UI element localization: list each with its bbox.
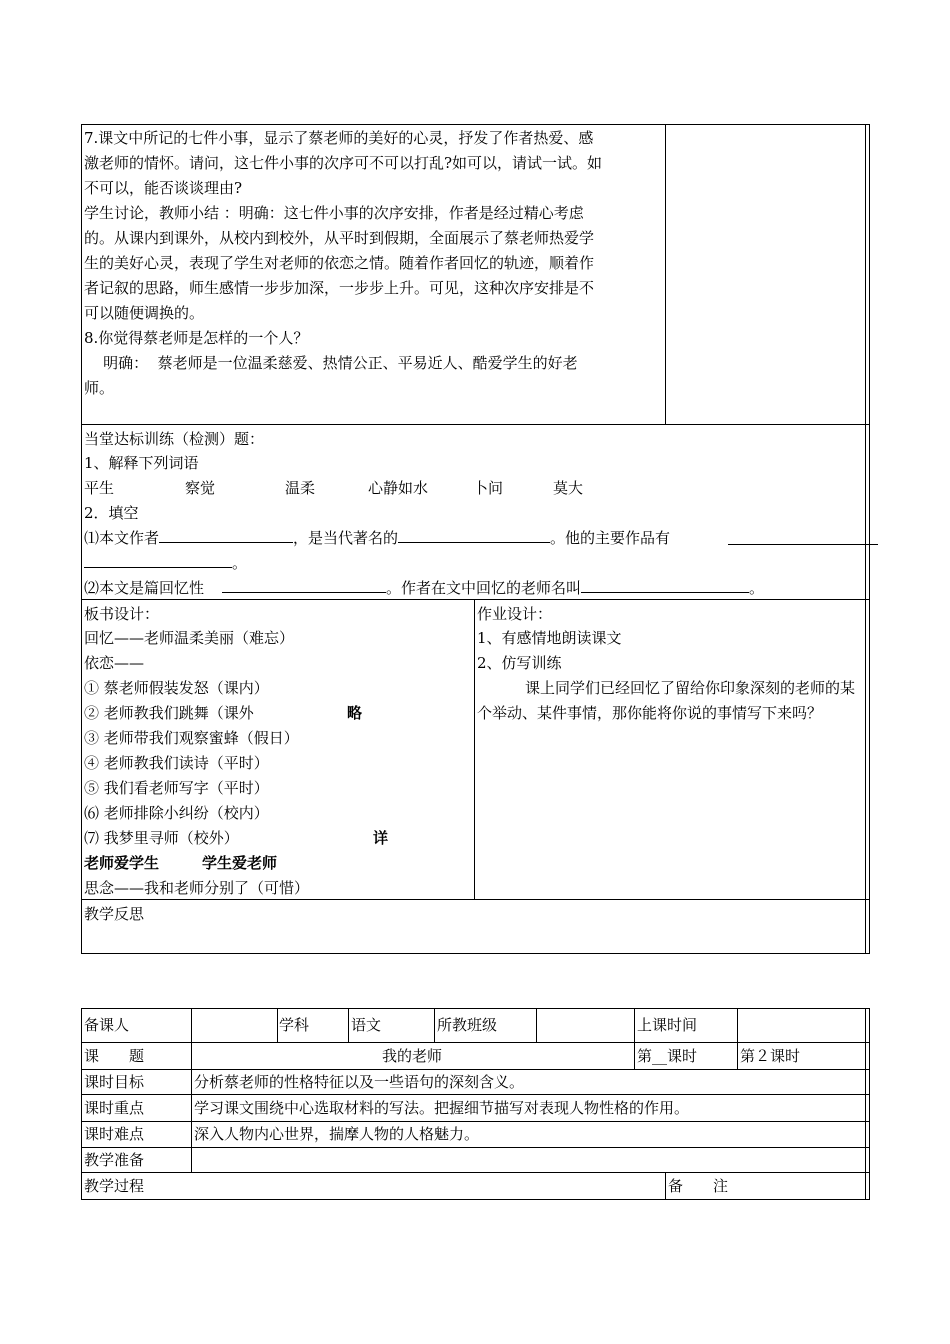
board-item: ⑺ 我梦里寻师（校外）: [84, 829, 239, 847]
label-banji: 所教班级: [437, 1016, 498, 1034]
fill2-mid: 。作者在文中回忆的老师名叫: [386, 579, 582, 597]
lesson-title: 我的老师: [382, 1047, 443, 1065]
training-item1: 1、解释下列词语: [84, 454, 199, 472]
lesson-col-line: [434, 1008, 435, 1042]
lesson-row-line: [81, 1042, 870, 1043]
lesson-col-line: [665, 1172, 666, 1200]
q7-line: 的。从课内到课外，从校内到校外，从平时到假期，全面展示了蔡老师热爱学: [84, 229, 595, 247]
fill-blank-genre[interactable]: [222, 576, 386, 593]
board-bold-left: 老师爱学生: [84, 854, 160, 872]
q8-line: 师。: [84, 379, 115, 397]
label-zhunbei: 教学准备: [84, 1151, 145, 1169]
board-line-last: 思念——我和老师分别了（可惜）: [84, 879, 310, 897]
lesson-row-line: [81, 1172, 870, 1173]
label-mubiao: 课时目标: [84, 1073, 145, 1091]
board-title: 板书设计：: [84, 605, 160, 623]
fill1-label: ⑴本文作者: [84, 529, 160, 547]
lesson-col-line: [348, 1008, 349, 1042]
vocab-word: 莫大: [553, 479, 584, 497]
value-nandian: 深入人物内心世界，揣摩人物的人格魅力。: [194, 1125, 480, 1143]
board-line: 依恋——: [84, 654, 145, 672]
training-item2: 2．填空: [84, 504, 139, 522]
label-beizhu: 备 注: [668, 1177, 729, 1195]
board-item: ② 老师教我们跳舞（课外: [84, 704, 254, 722]
fill-blank-works-cont[interactable]: [84, 551, 232, 568]
vocab-word: 平生: [84, 479, 115, 497]
lesson-row-line: [81, 1147, 870, 1148]
fill-blank-teacher-name[interactable]: [581, 576, 749, 593]
reflection-title: 教学反思: [84, 905, 145, 923]
homework-item: 2、仿写训练: [477, 654, 562, 672]
lesson-period: 第__课时: [637, 1047, 698, 1065]
label-shangke: 上课时间: [637, 1016, 698, 1034]
board-lue-mark: 略: [347, 704, 363, 722]
fill1-period: 。: [232, 554, 248, 572]
q7-line: 者记叙的思路，师生感情一步步加深，一步步上升。可见，这种次序安排是不: [84, 279, 595, 297]
vocab-word: 温柔: [285, 479, 316, 497]
fill1-end: 。他的主要作品有: [550, 529, 671, 547]
fill-line-2: [84, 576, 764, 600]
lesson-row-line: [81, 1094, 870, 1095]
board-line: 回忆——老师温柔美丽（难忘）: [84, 629, 295, 647]
column-separator-q7: [665, 124, 666, 424]
board-item: ① 蔡老师假装发怒（课内）: [84, 679, 269, 697]
board-item: ④ 老师教我们读诗（平时）: [84, 754, 269, 772]
training-title: 当堂达标训练（检测）题：: [84, 430, 265, 448]
lesson-col-line: [634, 1008, 635, 1069]
fill-blank-author[interactable]: [159, 526, 293, 543]
board-item: ⑹ 老师排除小纠纷（校内）: [84, 804, 269, 822]
q7-line: 可以随便调换的。: [84, 304, 205, 322]
q7-line: 激老师的情怀。请问，这七件小事的次序可不可以打乱?如可以，请试一试。如: [84, 154, 603, 172]
q7-line: 不可以，能否谈谈理由?: [84, 179, 243, 197]
fill1-mid: ，是当代著名的: [293, 529, 399, 547]
label-xueke: 学科: [279, 1016, 310, 1034]
vocab-word: 察觉: [185, 479, 216, 497]
fill-line-1: [84, 526, 670, 550]
fill2-period: 。: [749, 579, 765, 597]
homework-paragraph: 课上同学们已经回忆了留给你印象深刻的老师的某个举动、某件事情，那你能将你说的事情写下来吗？: [477, 679, 856, 722]
homework-item: 1、有感情地朗读课文: [477, 629, 622, 647]
column-separator-board: [474, 599, 475, 899]
board-item: ⑤ 我们看老师写字（平时）: [84, 779, 269, 797]
q7-line: 学生讨论，教师小结 ：明确：这七件小事的次序安排，作者是经过精心考虑: [84, 204, 584, 222]
q8-line: 明确： 蔡老师是一位温柔慈爱、热情公正、平易近人、酷爱学生的好老: [84, 354, 578, 372]
fill2-label: ⑵本文是篇回忆性: [84, 579, 205, 597]
lesson-col-line: [277, 1008, 278, 1042]
board-item: ③ 老师带我们观察蜜蜂（假日）: [84, 729, 299, 747]
fill-line-1b: [84, 551, 247, 575]
lesson-period-2: 第２课时: [740, 1047, 801, 1065]
label-zhongdian: 课时重点: [84, 1099, 145, 1117]
vocab-word: 心静如水: [368, 479, 429, 497]
lesson-col-line: [737, 1008, 738, 1069]
value-mubiao: 分析蔡老师的性格特征以及一些语句的深刻含义。: [194, 1073, 525, 1091]
label-beikeren: 备课人: [84, 1016, 130, 1034]
lesson-col-line: [536, 1008, 537, 1042]
homework-title: 作业设计：: [477, 605, 553, 623]
board-xiang-mark: 详: [373, 829, 389, 847]
value-zhongdian: 学习课文围绕中心选取材料的写法。把握细节描写对表现人物性格的作用。: [194, 1099, 690, 1117]
label-keti: 课 题: [84, 1047, 145, 1065]
vocab-word: 卜问: [473, 479, 504, 497]
board-bold-right: 学生爱老师: [202, 854, 278, 872]
row-separator-1: [81, 424, 870, 425]
lesson-col-line: [191, 1008, 192, 1172]
q7-line: 生的美好心灵，表现了学生对老师的依恋之情。随着作者回忆的轨迹，顺着作: [84, 254, 595, 272]
q7-line: 7.课文中所记的七件小事，显示了蔡老师的美好的心灵，抒发了作者热爱、感: [84, 129, 594, 147]
fill-blank-works[interactable]: [728, 528, 878, 545]
q8-line: 8.你觉得蔡老师是怎样的一个人？: [84, 329, 309, 347]
label-guocheng: 教学过程: [84, 1177, 145, 1195]
label-nandian: 课时难点: [84, 1125, 145, 1143]
fill-blank-identity[interactable]: [398, 526, 550, 543]
value-yuwen: 语文: [351, 1016, 382, 1034]
